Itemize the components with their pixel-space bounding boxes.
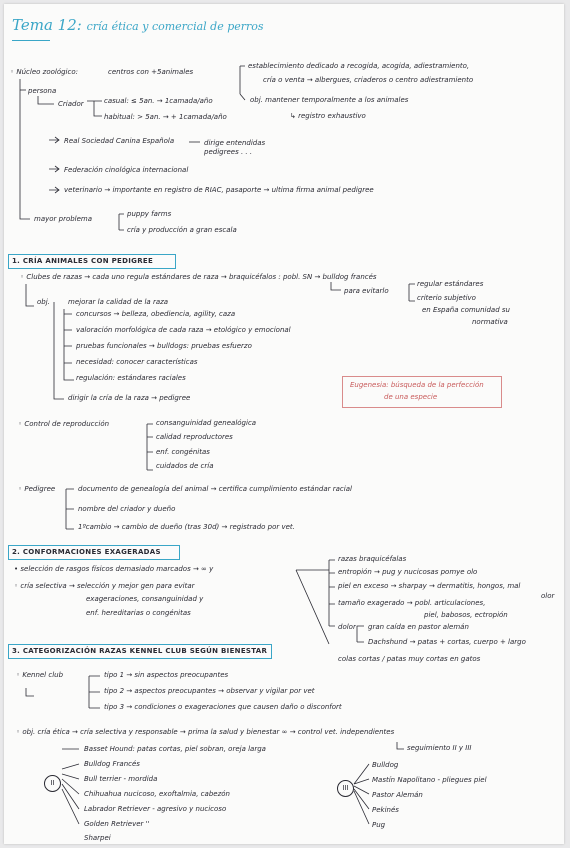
nucleo-habitual: habitual: > 5an. → + 1camada/año: [104, 113, 227, 121]
list-item: Bulldog Francés: [84, 760, 140, 768]
s2-dolor: dolor: [338, 623, 356, 631]
list-item: Sharpei: [84, 834, 111, 842]
s2-piel: piel en exceso → sharpay → dermatitis, hongos, mal: [338, 582, 521, 590]
nucleo-heading: ◦ Núcleo zoológico:: [10, 68, 78, 76]
s2-colas: colas cortas / patas muy cortas en gatos: [338, 655, 481, 663]
nucleo-vet: veterinario → importante en registro de RIAC, pasaporte → ultima firma animal pedigree: [64, 186, 374, 194]
list-item: Pastor Alemán: [372, 791, 423, 799]
section3-heading: 3. CATEGORIZACIÓN RAZAS KENNEL CLUB SEGÚN BIENESTAR: [12, 647, 268, 655]
s1-ped2: nombre del criador y dueño: [78, 505, 176, 513]
nucleo-persona: persona: [28, 87, 57, 95]
nucleo-def: centros con +5animales: [108, 68, 194, 76]
list-item: Basset Hound: patas cortas, piel sobran, oreja larga: [84, 745, 266, 753]
s1-enf: enf. congénitas: [156, 448, 210, 456]
s2-dachs: Dachshund → patas + cortas, cuerpo + largo: [368, 638, 526, 646]
s1-necesidad: necesidad: conocer características: [76, 358, 198, 366]
s1-ped1: documento de genealogía del animal → certifica cumplimiento estándar racial: [78, 485, 352, 493]
eugenesia-2: de una especie: [384, 393, 438, 401]
nucleo-est1: establecimiento dedicado a recogida, acogida, adiestramiento,: [248, 62, 470, 70]
list-item: Bull terrier - mordida: [84, 775, 158, 783]
s1-regular1: regular estándares: [417, 280, 484, 288]
list-item: Golden Retriever '': [84, 820, 150, 828]
s1-dirigir: dirigir la cría de la raza → pedigree: [68, 394, 191, 402]
s2-tamano2: piel, babosos, ectropión: [424, 611, 508, 619]
s1-espana1: en España comunidad su: [422, 306, 510, 314]
page-title: [12, 16, 264, 34]
title-underline: [12, 40, 50, 41]
nucleo-criador: Criador: [58, 100, 84, 108]
s1-regular2: criterio subjetivo: [417, 294, 476, 302]
nucleo-label: Núcleo zoológico:: [16, 68, 78, 76]
s1-obj: obj.: [37, 298, 50, 306]
list-item: Bulldog: [372, 761, 399, 769]
list-item: Pekinés: [372, 806, 399, 814]
nucleo-rsce: Real Sociedad Canina Española: [64, 137, 175, 145]
nucleo-est2: cría o venta → albergues, criaderos o centro adiestramiento: [263, 76, 474, 84]
s1-ped3: 1ºcambio → cambio de dueño (tras 30d) → registrado por vet.: [78, 523, 295, 531]
s2-cadera: gran caída en pastor alemán: [368, 623, 469, 631]
s1-concursos: concursos → belleza, obediencia, agility, caza: [76, 310, 236, 318]
s3-obj: ◦ obj. cría ética → cría selectiva y responsable → prima la salud y bienestar ∞ → control vet. independientes: [16, 728, 395, 736]
title-main: Tema 12:: [12, 16, 82, 34]
s1-calidad: calidad reproductores: [156, 433, 233, 441]
s3-tipo3: tipo 3 → condiciones o exageraciones que causen daño o disconfort: [104, 703, 342, 711]
s1-espana2: normativa: [472, 318, 508, 326]
s3-tipo1: tipo 1 → sin aspectos preocupantes: [104, 671, 229, 679]
nucleo-puppy: puppy farms: [127, 210, 172, 218]
category-3-marker: III: [337, 780, 354, 797]
s2-selectiva2: exageraciones, consanguinidad y: [86, 595, 204, 603]
list-item: Pug: [372, 821, 386, 829]
s2-sel: • selección de rasgos físicos demasiado marcados → ∞ y: [14, 565, 214, 573]
s2-selectiva1: ◦ cría selectiva → selección y mejor gen para evitar: [14, 582, 195, 590]
s1-valoracion: valoración morfológica de cada raza → etológico y emocional: [76, 326, 291, 334]
s2-olor: olor: [541, 592, 555, 600]
s1-cuidados: cuidados de cría: [156, 462, 214, 470]
category-2-marker: II: [44, 775, 61, 792]
nucleo-obj: obj. mantener temporalmente a los animales: [250, 96, 409, 104]
s1-pruebas: pruebas funcionales → bulldogs: pruebas esfuerzo: [76, 342, 252, 350]
list-item: Mastín Napolitano - pliegues piel: [372, 776, 487, 784]
nucleo-mayor: mayor problema: [34, 215, 93, 223]
eugenesia-1: Eugenesia: búsqueda de la perfección: [350, 381, 484, 389]
s1-mejorar: mejorar la calidad de la raza: [68, 298, 169, 306]
nucleo-reg: ↳ registro exhaustivo: [290, 112, 366, 120]
section2-heading: 2. CONFORMACIONES EXAGERADAS: [12, 548, 161, 556]
title-sub: cría ética y comercial de perros: [86, 20, 264, 33]
s1-control: ◦ Control de reproducción: [18, 420, 110, 428]
s3-tipo2: tipo 2 → aspectos preocupantes → observar y vigilar por vet: [104, 687, 315, 695]
notes-page: [4, 4, 564, 844]
nucleo-casual: casual: ≤ 5an. → 1camada/año: [104, 97, 213, 105]
s1-para-evitarlo: para evitarlo: [344, 287, 389, 295]
s2-razas: razas braquicéfalas: [338, 555, 407, 563]
s2-tamano1: tamaño exagerado → pobl. articulaciones,: [338, 599, 486, 607]
s2-selectiva3: enf. hereditarias o congénitas: [86, 609, 191, 617]
s1-clubes: ◦ Clubes de razas → cada uno regula estándares de raza → braquicéfalos : pobl. SN → bulldog francés: [20, 273, 377, 281]
s2-entropion: entropión → pug y nucicosas pomye olo: [338, 568, 478, 576]
s1-consang: consanguinidad genealógica: [156, 419, 257, 427]
nucleo-escala: cría y producción a gran escala: [127, 226, 237, 234]
s3-kennel: ◦ Kennel club: [16, 671, 64, 679]
list-item: Labrador Retriever - agresivo y nucicoso: [84, 805, 227, 813]
section1-heading: 1. CRÍA ANIMALES CON PEDIGREE: [12, 257, 154, 265]
list-item: Chihuahua nucicoso, exoftalmia, cabezón: [84, 790, 230, 798]
s1-regulacion: regulación: estándares raciales: [76, 374, 186, 382]
nucleo-fci: Federación cinológica internacional: [64, 166, 189, 174]
s3-seg: seguimiento II y III: [407, 744, 472, 752]
s1-pedigree: ◦ Pedigree: [18, 485, 56, 493]
nucleo-rsce-dir: dirige entendidas pedigrees . . .: [204, 139, 266, 156]
